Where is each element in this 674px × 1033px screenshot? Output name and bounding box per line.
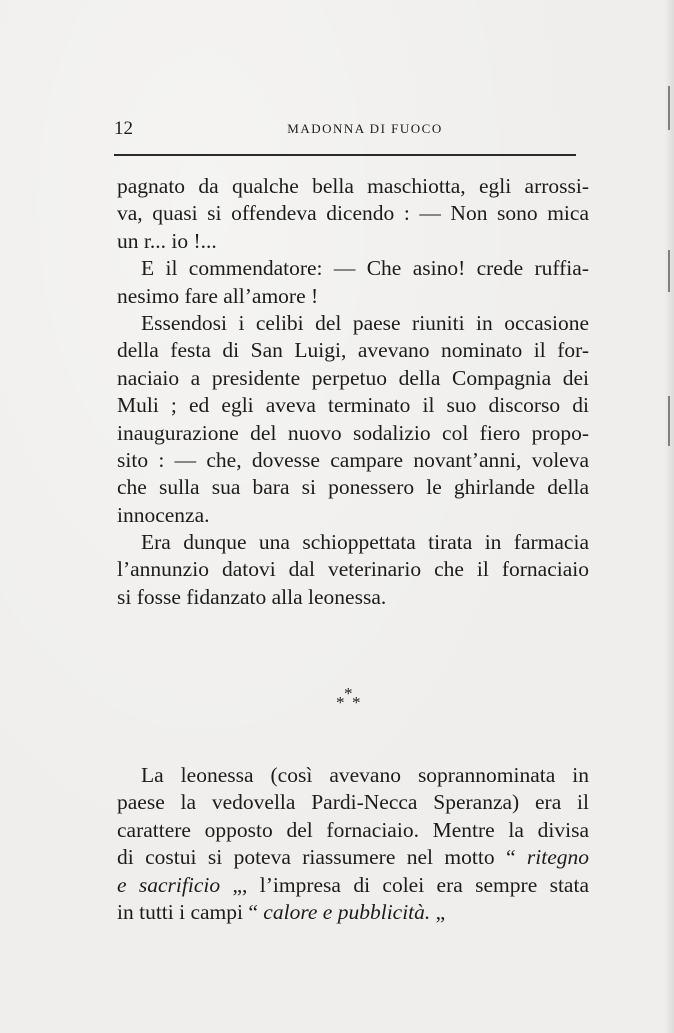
motto-italic: e sacrificio [117,872,221,897]
text-line-motto [117,844,589,871]
text-line: che sulla sua bara si ponessero le ghirlande della [117,475,589,500]
text-line: della festa di San Luigi, avevano nominato il for- [117,338,589,363]
text-fragment: di costui si poteva riassumere nel motto [117,845,495,870]
text-line: naciaio a presidente perpetuo della Compagnia dei [117,365,589,390]
text-line: pagnato da qualche bella maschiotta, egli arrossi- [117,174,589,198]
text-line: carattere opposto del fornaciaio. Mentre la divisa [117,817,589,842]
text-line: l’annunzio datovi dal veterinario che il fornaciaio [117,557,589,582]
text-line: Essendosi i celibi del paese riuniti in occasione [141,310,589,335]
margin-mark [668,86,670,130]
text-line: si fosse fidanzato alla leonessa. [117,584,387,609]
separator-star: * [336,693,345,712]
open-quote: “ [505,845,516,870]
close-quote: „ [435,899,446,924]
section-separator-asterism [329,684,369,710]
open-quote: “ [248,899,258,924]
page-header [114,118,576,140]
text-line-last [117,899,589,926]
header-rule [114,154,576,156]
text-line: E il commendatore: — Che asino! crede ruffia- [141,256,589,281]
separator-star: * [344,684,353,703]
margin-mark [668,250,670,292]
text-line: nesimo fare all’amore ! [117,283,319,308]
text-fragment: in tutti i campi [117,899,243,924]
text-line: paese la vedovella Pardi-Necca Speranza) era il [117,790,589,815]
paragraph-block-1 [117,173,589,611]
text-line: La leonessa (così avevano soprannominata in [141,763,589,787]
text-line: innocenza. [117,502,210,527]
text-line: Era dunque una schioppettata tirata in farmacia [141,530,589,555]
page-edge-shadow [664,0,674,1033]
margin-mark [668,396,670,446]
quote-italic: calore e pubblicità. [263,899,431,924]
paragraph-block-2 [117,762,589,926]
close-quote: „ [232,872,243,897]
text-line: un r... io !... [117,228,217,253]
separator-star: * [352,693,361,712]
text-line: sito : — che, dovesse campare novant’anni, voleva [117,447,589,472]
text-line: inaugurazione del nuovo sodalizio col fiero propo- [117,420,589,445]
motto-italic: ritegno [526,845,590,870]
text-fragment: , l’impresa di colei era sempre stata [242,872,589,897]
text-line-motto-end [117,872,589,899]
text-line: va, quasi si offendeva dicendo : — Non sono mica [117,201,589,226]
text-line: Muli ; ed egli aveva terminato il suo discorso di [117,393,589,418]
running-title: MADONNA DI FUOCO [287,121,443,136]
page-number: 12 [114,118,133,139]
